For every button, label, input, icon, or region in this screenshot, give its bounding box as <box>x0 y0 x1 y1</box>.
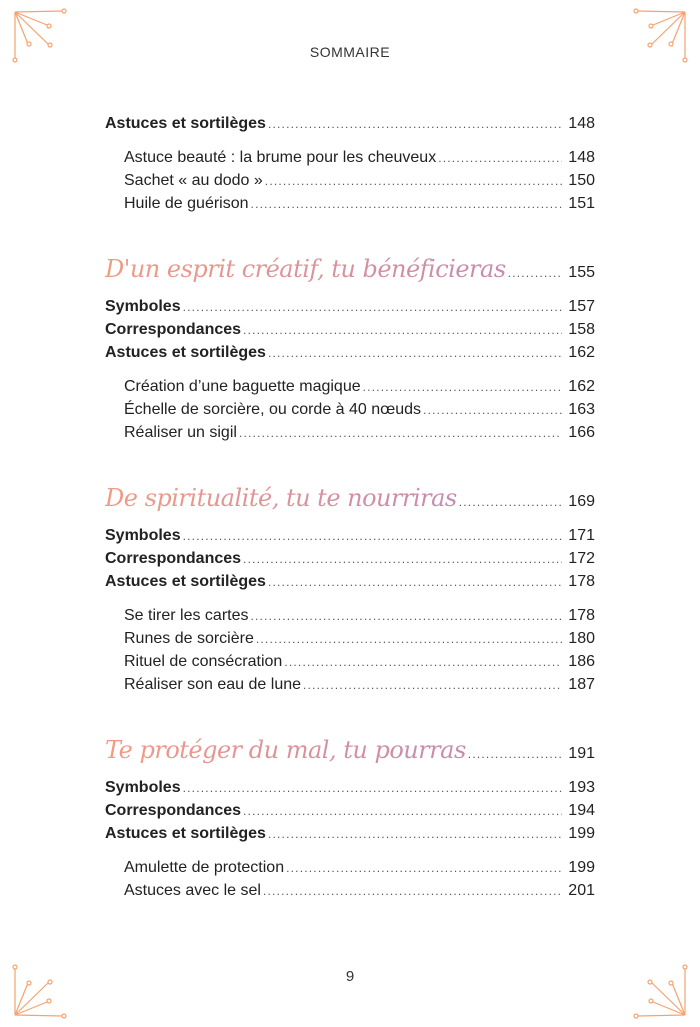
entry-title: Huile de guérison <box>124 195 249 212</box>
entry-page-number: 199 <box>568 859 595 876</box>
toc-entry[interactable] <box>105 295 595 318</box>
dot-leader <box>438 147 562 170</box>
entry-title: Runes de sorcière <box>124 630 254 647</box>
entry-title: Sachet « au dodo » <box>124 172 263 189</box>
toc-section <box>105 478 595 696</box>
entry-title: Se tirer les cartes <box>124 607 249 624</box>
toc-subentry[interactable] <box>105 398 595 421</box>
dot-leader <box>243 319 562 342</box>
entry-page-number: 166 <box>568 424 595 441</box>
toc-subentry[interactable] <box>105 421 595 444</box>
entry-page-number: 148 <box>568 149 595 166</box>
entry-title: D'un esprit créatif, tu bénéficieras <box>105 249 506 289</box>
entry-page-number: 155 <box>568 264 595 281</box>
entry-title: Amulette de protection <box>124 859 285 876</box>
toc-subentry[interactable] <box>105 627 595 650</box>
toc-section <box>105 249 595 444</box>
entry-title: Astuce beauté : la brume pour les cheuveux <box>124 149 437 166</box>
dot-leader <box>265 170 563 193</box>
dot-leader <box>468 734 563 774</box>
toc-entry[interactable] <box>105 776 595 799</box>
entry-title: Te protéger du mal, tu pourras <box>105 730 466 770</box>
entry-page-number: 180 <box>568 630 595 647</box>
page-number: 9 <box>345 968 355 985</box>
entry-page-number: 178 <box>568 573 595 590</box>
toc-entry[interactable] <box>105 318 595 341</box>
toc-subentry[interactable] <box>105 673 595 696</box>
toc-entry[interactable] <box>105 799 595 822</box>
dot-leader <box>243 548 562 571</box>
entry-title: Astuces et sortilèges <box>105 825 266 842</box>
entry-page-number: 193 <box>568 779 595 796</box>
entry-title: Astuces et sortilèges <box>105 115 266 132</box>
toc-subentry[interactable] <box>105 856 595 879</box>
toc-subentry[interactable] <box>105 604 595 627</box>
toc-entry[interactable] <box>105 524 595 547</box>
entry-title: De spiritualité, tu te nourriras <box>105 478 457 518</box>
entry-page-number: 187 <box>568 676 595 693</box>
dot-leader <box>268 823 562 846</box>
entry-title: Symboles <box>105 779 181 796</box>
entry-page-number: 172 <box>568 550 595 567</box>
entry-page-number: 178 <box>568 607 595 624</box>
entry-page-number: 162 <box>568 344 595 361</box>
dot-leader <box>263 880 562 903</box>
subentry-group <box>105 375 595 444</box>
entry-page-number: 191 <box>568 745 595 762</box>
dot-leader <box>286 857 562 880</box>
entry-title: Correspondances <box>105 550 242 567</box>
dot-leader <box>363 376 563 399</box>
toc-subentry[interactable] <box>105 375 595 398</box>
dot-leader <box>251 193 563 216</box>
entry-page-number: 163 <box>568 401 595 418</box>
dot-leader <box>459 482 563 522</box>
entry-page-number: 201 <box>568 882 595 899</box>
chapter-heading-entry[interactable] <box>105 730 595 770</box>
entry-page-number: 157 <box>568 298 595 315</box>
dot-leader <box>268 342 562 365</box>
dot-leader <box>183 777 563 800</box>
entry-page-number: 162 <box>568 378 595 395</box>
entry-title: Réaliser un sigil <box>124 424 237 441</box>
chapter-heading-entry[interactable] <box>105 249 595 289</box>
entry-title: Astuces et sortilèges <box>105 344 266 361</box>
toc-subentry[interactable] <box>105 169 595 192</box>
entry-page-number: 151 <box>568 195 595 212</box>
dot-leader <box>183 296 563 319</box>
toc-entry[interactable] <box>105 822 595 845</box>
subentry-group <box>105 856 595 902</box>
entry-title: Rituel de consécration <box>124 653 283 670</box>
dot-leader <box>183 525 563 548</box>
subentry-group <box>105 604 595 696</box>
dot-leader <box>268 113 562 136</box>
dot-leader <box>268 571 562 594</box>
toc-entry[interactable] <box>105 341 595 364</box>
entry-page-number: 158 <box>568 321 595 338</box>
dot-leader <box>508 253 563 293</box>
dot-leader <box>250 605 562 628</box>
entry-title: Correspondances <box>105 321 242 338</box>
entry-title: Réaliser son eau de lune <box>124 676 302 693</box>
dot-leader <box>303 674 562 697</box>
toc-subentry[interactable] <box>105 879 595 902</box>
entry-page-number: 148 <box>568 115 595 132</box>
dot-leader <box>284 651 562 674</box>
dot-leader <box>243 800 562 823</box>
entry-page-number: 150 <box>568 172 595 189</box>
toc-entry[interactable] <box>105 570 595 593</box>
toc-section <box>105 112 595 215</box>
toc-entry[interactable] <box>105 112 595 135</box>
entry-page-number: 194 <box>568 802 595 819</box>
subentry-group <box>105 146 595 215</box>
dot-leader <box>423 399 562 422</box>
entry-title: Correspondances <box>105 802 242 819</box>
entry-title: Création d’une baguette magique <box>124 378 361 395</box>
entry-title: Astuces avec le sel <box>124 882 261 899</box>
table-of-contents <box>105 112 595 902</box>
entry-page-number: 199 <box>568 825 595 842</box>
entry-page-number: 186 <box>568 653 595 670</box>
toc-entry[interactable] <box>105 547 595 570</box>
dot-leader <box>239 422 562 445</box>
toc-subentry[interactable] <box>105 146 595 169</box>
entry-page-number: 171 <box>568 527 595 544</box>
toc-subentry[interactable] <box>105 650 595 673</box>
entry-title: Symboles <box>105 298 181 315</box>
page-title: SOMMAIRE <box>309 44 391 60</box>
entry-title: Symboles <box>105 527 181 544</box>
entry-title: Échelle de sorcière, ou corde à 40 nœuds <box>124 401 422 418</box>
entry-page-number: 169 <box>568 493 595 510</box>
entry-title: Astuces et sortilèges <box>105 573 266 590</box>
dot-leader <box>256 628 562 651</box>
toc-section <box>105 730 595 902</box>
chapter-heading-entry[interactable] <box>105 478 595 518</box>
toc-subentry[interactable] <box>105 192 595 215</box>
